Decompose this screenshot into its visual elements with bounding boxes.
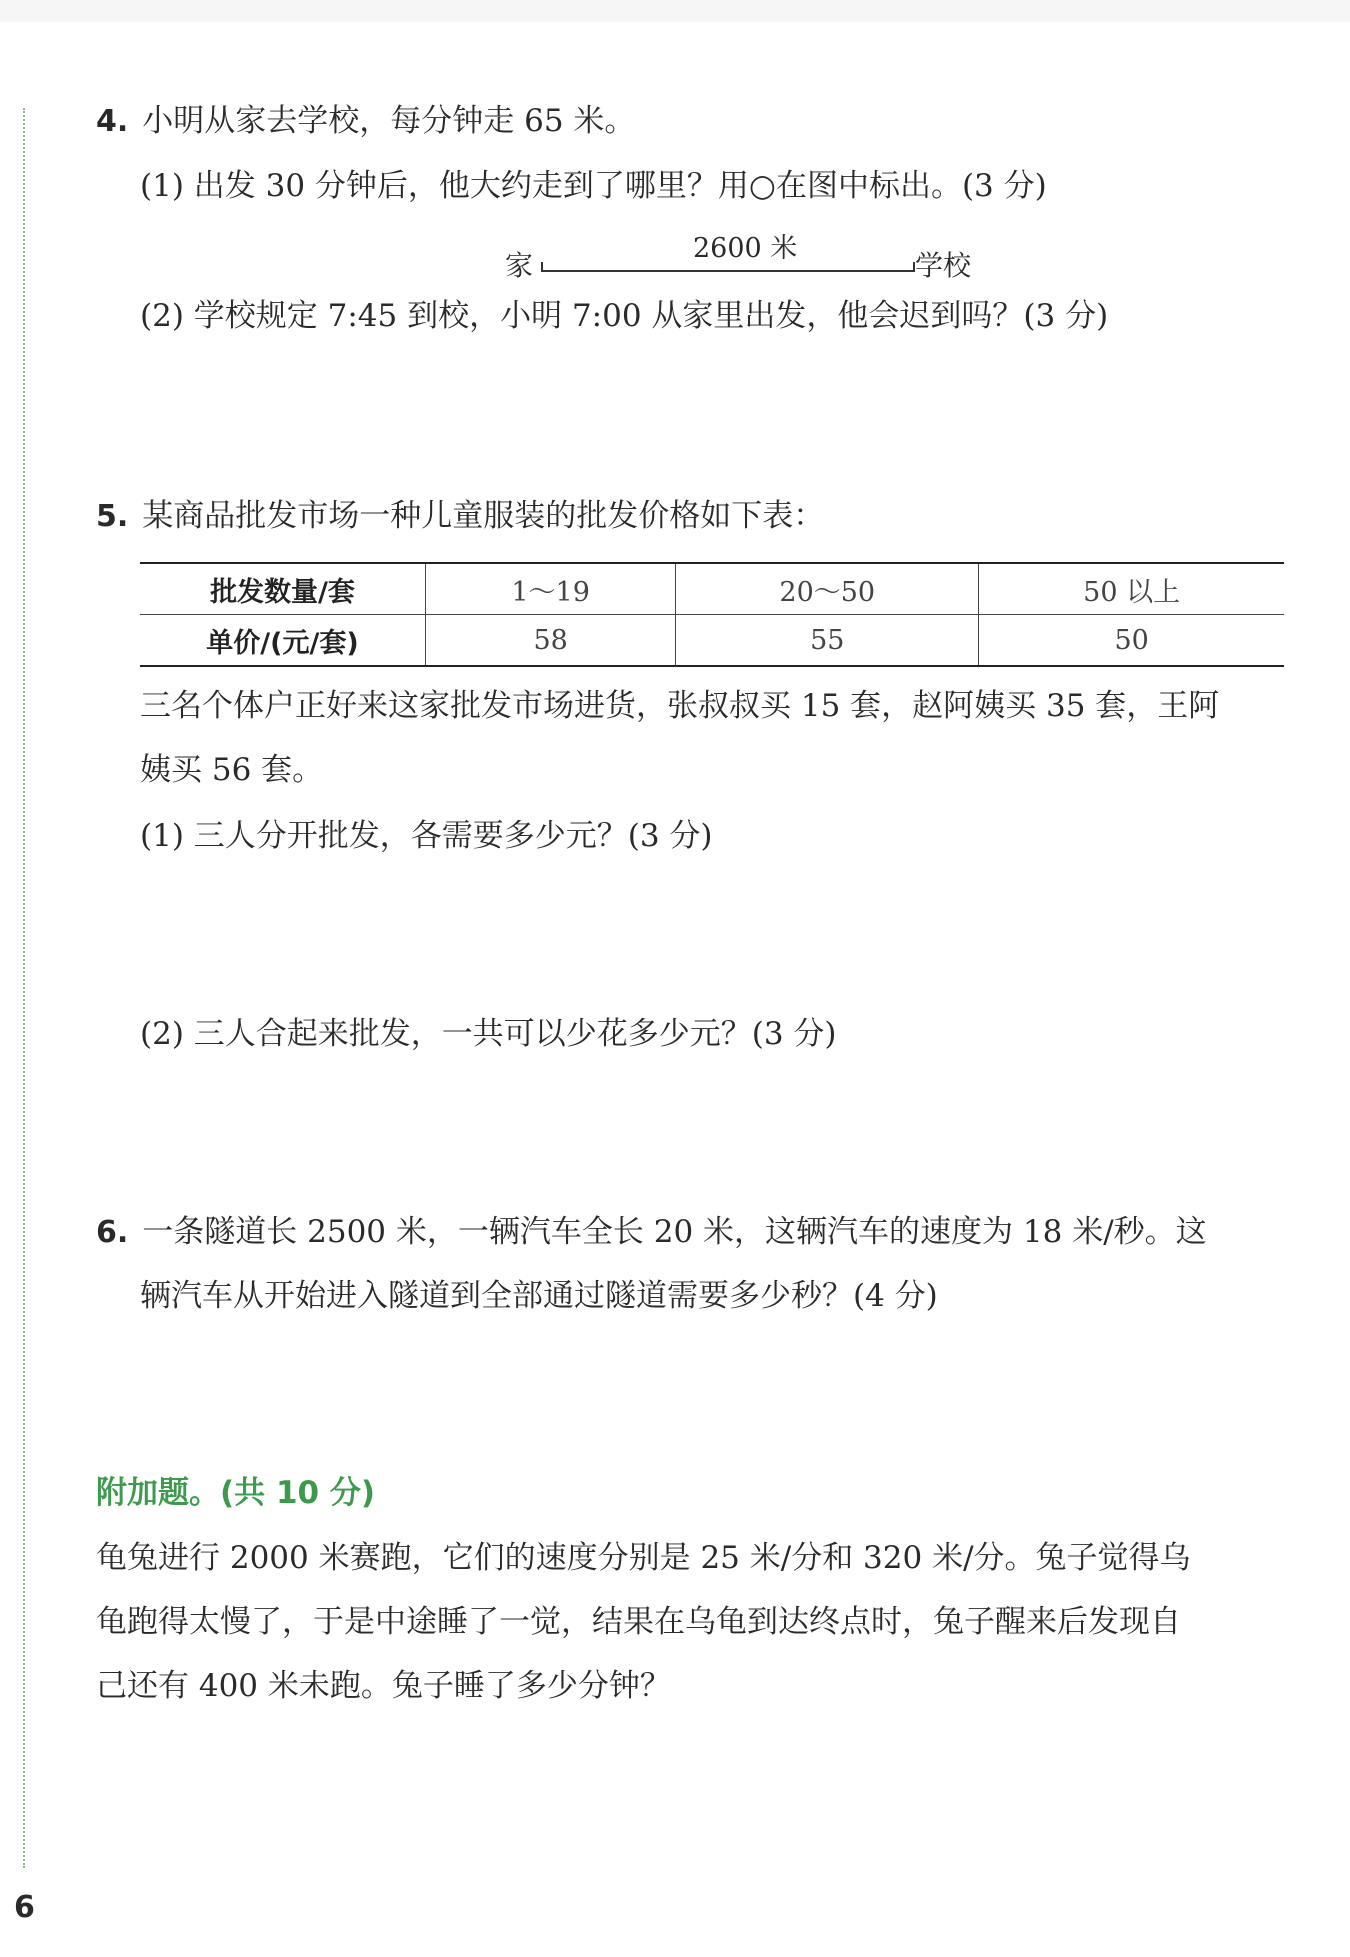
question-number: 4.	[96, 104, 129, 139]
bonus-line-1: 龟兔进行 2000 米赛跑，它们的速度分别是 25 米/分和 320 米/分。兔子觉得乌	[96, 1540, 1191, 1576]
distance-label: 2600 米	[693, 233, 798, 264]
table-cell: 58	[426, 615, 676, 667]
question-6-line-2: 辆汽车从开始进入隧道到全部通过隧道需要多少秒？(4 分)	[140, 1278, 938, 1314]
question-text: 小明从家去学校，每分钟走 65 米。	[142, 103, 636, 139]
question-5	[96, 498, 824, 535]
bonus-line-2: 龟跑得太慢了，于是中途睡了一觉，结果在乌龟到达终点时，兔子醒来后发现自	[96, 1604, 1181, 1640]
question-5-part-2: (2) 三人合起来批发，一共可以少花多少元？(3 分)	[140, 1016, 837, 1052]
margin-dotted-line	[23, 108, 25, 1868]
question-5-paragraph-line-2: 姨买 56 套。	[140, 752, 324, 788]
price-table	[140, 562, 1284, 667]
table-cell: 1～19	[426, 563, 676, 615]
distance-diagram	[505, 228, 985, 288]
table-cell: 50	[979, 615, 1284, 667]
table-cell: 55	[676, 615, 979, 667]
question-number: 6.	[96, 1215, 129, 1250]
page-number: 6	[14, 1890, 35, 1925]
bonus-line-3: 己还有 400 米未跑。兔子睡了多少分钟？	[96, 1668, 671, 1704]
question-4-part-2: (2) 学校规定 7:45 到校，小明 7:00 从家里出发，他会迟到吗？(3 分)	[140, 298, 1109, 334]
bonus-title: 附加题。(共 10 分)	[96, 1475, 376, 1511]
school-label: 学校	[915, 249, 972, 282]
question-6	[96, 1214, 1207, 1251]
question-5-paragraph-line-1: 三名个体户正好来这家批发市场进货，张叔叔买 15 套，赵阿姨买 35 套，王阿	[140, 688, 1220, 724]
question-text: 一条隧道长 2500 米，一辆汽车全长 20 米，这辆汽车的速度为 18 米/秒。这	[142, 1214, 1207, 1250]
question-text: 某商品批发市场一种儿童服装的批发价格如下表：	[142, 498, 825, 534]
home-label: 家	[505, 249, 534, 282]
table-cell: 50 以上	[979, 563, 1284, 615]
question-4	[96, 103, 635, 140]
table-row	[140, 615, 1284, 667]
table-header-cell: 单价/(元/套)	[140, 615, 426, 667]
table-row	[140, 563, 1284, 615]
question-5-part-1: (1) 三人分开批发，各需要多少元？(3 分)	[140, 818, 713, 854]
question-4-part-1: (1) 出发 30 分钟后，他大约走到了哪里？用○在图中标出。(3 分)	[140, 168, 1047, 204]
table-cell: 20～50	[676, 563, 979, 615]
question-number: 5.	[96, 499, 129, 534]
table-header-cell: 批发数量/套	[140, 563, 426, 615]
